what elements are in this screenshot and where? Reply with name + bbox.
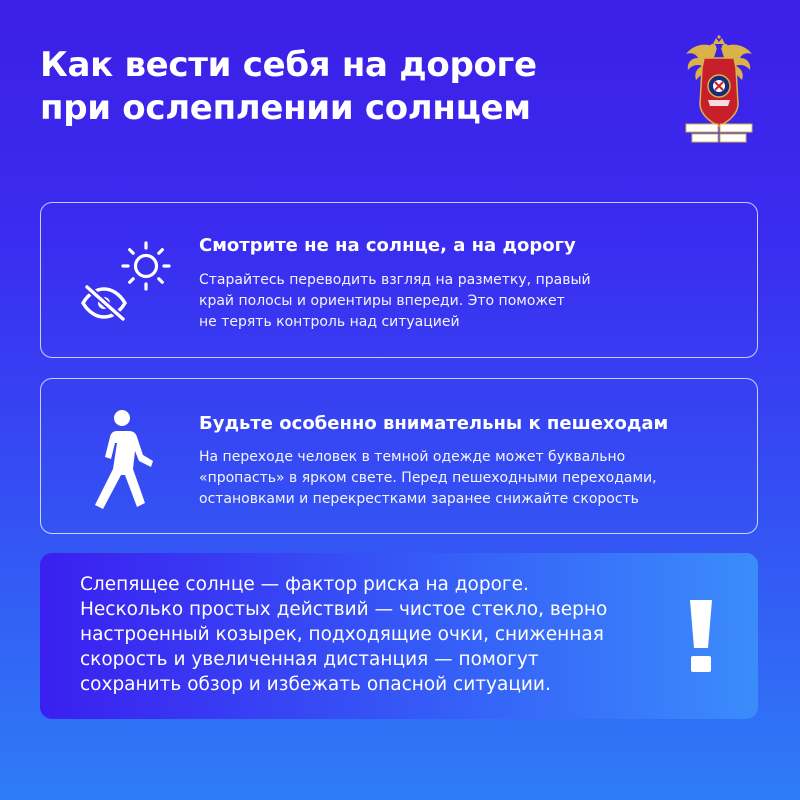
card-text-line: край полосы и ориентиры впереди. Это поможет [199, 293, 565, 309]
card-description [199, 270, 744, 333]
card-text-line: «пропасть» в ярком свете. Перед пешеходными переходами, [199, 470, 657, 486]
card-text-line: Старайтесь переводить взгляд на разметку, правый [199, 272, 591, 288]
exclamation-icon [686, 598, 716, 674]
card-title: Будьте особенно внимательны к пешеходам [199, 413, 669, 434]
eye-crossed-icon [79, 285, 129, 321]
page-title [40, 44, 640, 130]
card-text-line: На переходе человек в темной одежде может буквально [199, 449, 626, 465]
risk-notice-panel [40, 553, 758, 719]
title-line: Как вести себя на дороге [40, 45, 537, 85]
notice-text-line: настроенный козырек, подходящие очки, сниженная [80, 624, 604, 645]
card-title: Смотрите не на солнце, а на дорогу [199, 235, 576, 256]
pedestrian-icon [89, 409, 157, 511]
notice-text [80, 572, 680, 697]
card-description [199, 447, 744, 510]
title-line: при ослеплении солнцем [40, 88, 531, 128]
card-text-line: не терять контроль над ситуацией [199, 314, 460, 330]
notice-text-line: Слепящее солнце — фактор риска на дороге. [80, 574, 529, 595]
notice-text-line: сохранить обзор и избежать опасной ситуации. [80, 674, 551, 695]
sun-icon [121, 241, 171, 291]
notice-text-line: скорость и увеличенная дистанция — помогут [80, 649, 539, 670]
notice-text-line: Несколько простых действий — чистое стекло, верно [80, 599, 608, 620]
card-text-line: остановками и перекрестками заранее снижайте скорость [199, 491, 639, 507]
tip-card-pedestrians [40, 378, 758, 534]
tip-card-sun [40, 202, 758, 358]
police-emblem-icon [682, 34, 756, 146]
